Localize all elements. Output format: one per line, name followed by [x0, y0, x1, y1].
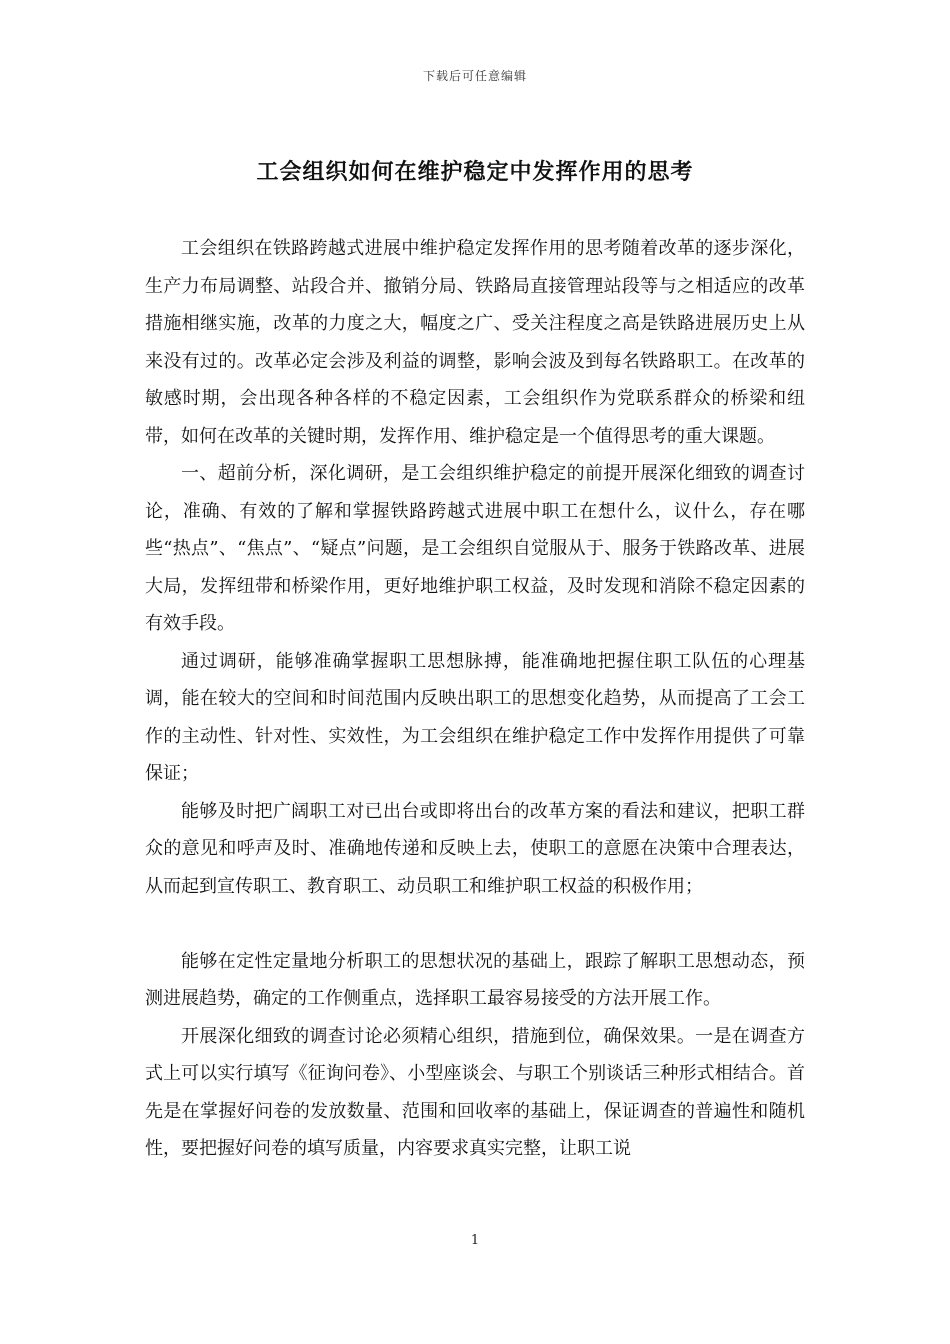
paragraph-intro: 工会组织在铁路跨越式进展中维护稳定发挥作用的思考随着改革的逐步深化，生产力布局调整、站段合并、撤销分局、铁路局直接管理站段等与之相适应的改革措施相继实施，改革的力度之大，幅度之广、受关注程度之高是铁路进展历史上从来没有过的。改革必定会涉及利益的调整，影响会波及到每名铁路职工。在改革的敏感时期，会出现各种各样的不稳定因素，工会组织作为党联系群众的桥梁和纽带，如何在改革的关键时期，发挥作用、维护稳定是一个值得思考的重大课题。: [145, 238, 805, 447]
document-body: [145, 230, 805, 1168]
paragraph-methods: 开展深化细致的调查讨论必须精心组织，措施到位，确保效果。一是在调查方式上可以实行填写《征询问卷》、小型座谈会、与职工个别谈话三种形式相结合。首先是在掌握好问卷的发放数量、范围和回收率的基础上，保证调查的普遍性和随机性，要把握好问卷的填写质量，内容要求真实完整，让职工说: [145, 1025, 805, 1159]
paragraph-spacer: [145, 905, 805, 943]
paragraph-section-one: 一、超前分析，深化调研，是工会组织维护稳定的前提开展深化细致的调查讨论，准确、有效的了解和掌握铁路跨越式进展中职工在想什么，议什么，存在哪些“热点”、“焦点”、“疑点”问题，是工会组织自觉服从于、服务于铁路改革、进展大局，发挥纽带和桥梁作用，更好地维护职工权益，及时发现和消除不稳定因素的有效手段。: [145, 463, 805, 634]
document-title: 工会组织如何在维护稳定中发挥作用的思考: [256, 159, 694, 185]
page-number: 1: [470, 1233, 480, 1248]
paragraph-feedback: 能够及时把广阔职工对已出台或即将出台的改革方案的看法和建议，把职工群众的意见和呼声及时、准确地传递和反映上去，使职工的意愿在决策中合理表达，从而起到宣传职工、教育职工、动员职工和维护职工权益的积极作用；: [145, 800, 805, 897]
header-note: 下载后可任意编辑: [422, 69, 527, 83]
paragraph-analysis: 能够在定性定量地分析职工的思想状况的基础上，跟踪了解职工思想动态，预测进展趋势，确定的工作侧重点，选择职工最容易接受的方法开展工作。: [145, 950, 805, 1009]
paragraph-research-benefits: 通过调研，能够准确掌握职工思想脉搏，能准确地把握住职工队伍的心理基调，能在较大的空间和时间范围内反映出职工的思想变化趋势，从而提高了工会工作的主动性、针对性、实效性，为工会组织在维护稳定工作中发挥作用提供了可靠保证；: [145, 650, 805, 784]
